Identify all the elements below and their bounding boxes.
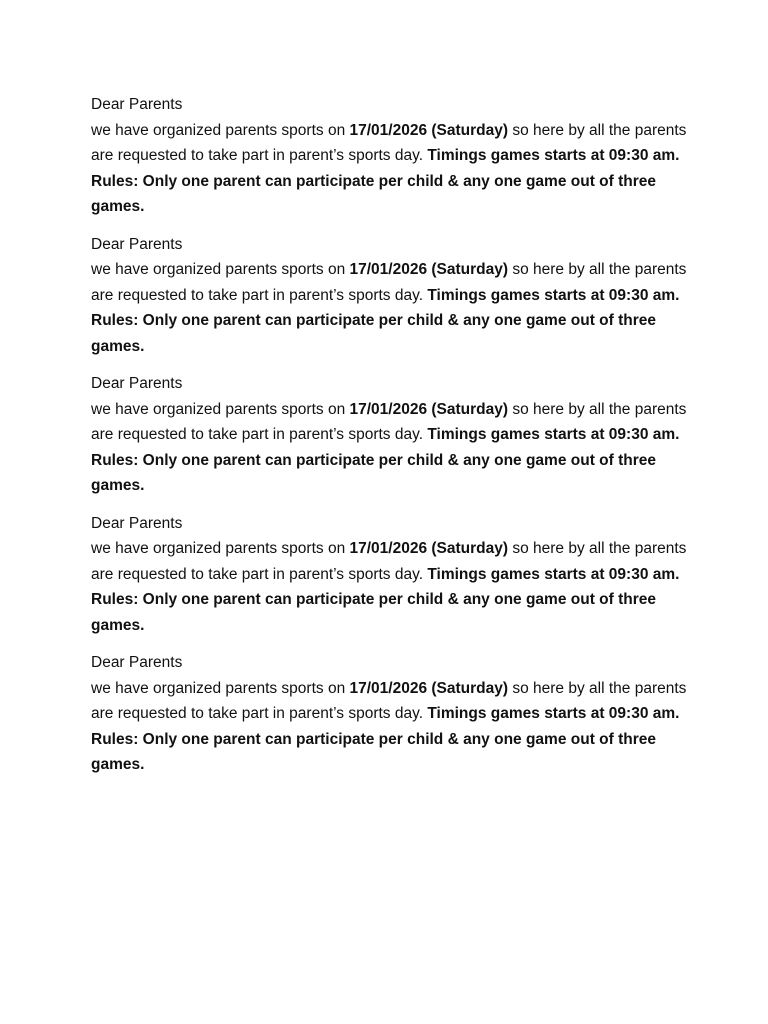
timings-text: Timings games starts at 09:30 am. [427,705,680,722]
middle-text: so here by all the parents are requested to take part in parent’s sports day. [91,400,687,443]
timings-text: Timings games starts at 09:30 am. [427,286,680,304]
notice-body [91,118,701,169]
event-date: 17/01/2026 (Saturday) [349,679,509,697]
intro-text: we have organized parents sports on [91,540,350,557]
event-date: 17/01/2026 (Saturday) [349,540,509,557]
event-date: 17/01/2026 (Saturday) [349,261,509,278]
notice-block [91,371,701,499]
greeting: Dear Parents [91,235,183,253]
event-date: 17/01/2026 (Saturday) [349,400,509,418]
greeting: Dear Parents [91,654,183,671]
middle-text: so here by all the parents are requested to take part in parent’s sports day. [91,121,687,164]
notice-block [91,650,701,778]
middle-text: so here by all the parents are requested to take part in parent’s sports day. [91,540,687,583]
greeting: Dear Parents [91,514,183,532]
timings-text: Timings games starts at 09:30 am. [427,565,680,583]
rules-text: Rules: Only one parent can participate per child & any one game out of three games. [91,451,657,494]
intro-text: we have organized parents sports on [91,121,350,139]
middle-text: so here by all the parents are requested to take part in parent’s sports day. [91,679,687,722]
greeting: Dear Parents [91,375,183,392]
notice-block [91,232,701,360]
rules-text: Rules: Only one parent can participate per child & any one game out of three games. [91,312,657,355]
document-page [91,92,701,790]
greeting: Dear Parents [91,96,183,113]
notice-block [91,92,701,220]
timings-text: Timings games starts at 09:30 am. [427,147,680,164]
event-date: 17/01/2026 (Saturday) [349,121,509,139]
intro-text: we have organized parents sports on [91,679,350,697]
intro-text: we have organized parents sports on [91,400,350,418]
rules-text: Rules: Only one parent can participate per child & any one game out of three games. [91,730,657,773]
notice-block [91,511,701,639]
rules-text: Rules: Only one parent can participate per child & any one game out of three games. [91,172,657,215]
notice-body [91,257,701,308]
notice-body [91,676,701,727]
intro-text: we have organized parents sports on [91,261,350,278]
notice-body [91,397,701,448]
middle-text: so here by all the parents are requested to take part in parent’s sports day. [91,261,687,304]
notice-body [91,536,701,587]
timings-text: Timings games starts at 09:30 am. [427,426,680,443]
rules-text: Rules: Only one parent can participate per child & any one game out of three games. [91,591,657,634]
